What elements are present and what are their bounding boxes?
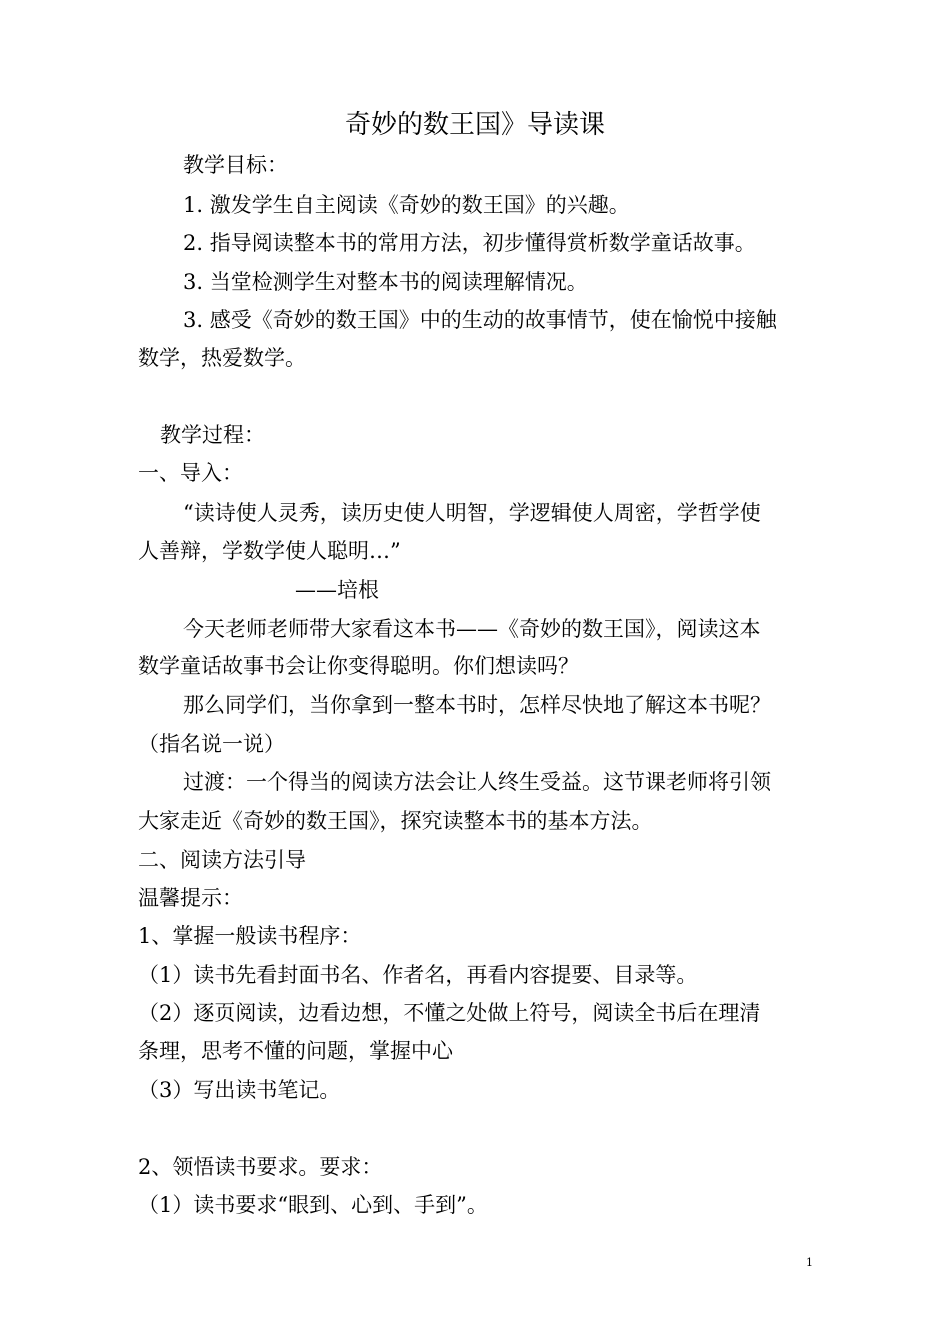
transition-line-2: 大家走近《奇妙的数王国》，探究读整本书的基本方法。 <box>138 809 653 833</box>
page-number: 1 <box>806 1256 813 1269</box>
objectives-heading: 教学目标： <box>183 153 288 177</box>
objective-item-3: 3. 当堂检测学生对整本书的阅读理解情况。 <box>183 270 588 294</box>
step2-heading: 2、领悟读书要求。要求： <box>138 1155 383 1179</box>
objective-item-4-line1: 3. 感受《奇妙的数王国》中的生动的故事情节，使在愉悦中接触 <box>183 308 777 332</box>
objective-item-4-line2: 数学，热爱数学。 <box>138 346 306 370</box>
section1-heading: 一、导入： <box>138 461 243 485</box>
quote-author: ——培根 <box>295 578 379 602</box>
step1-item-2-line2: 条理，思考不懂的问题，掌握中心 <box>138 1039 453 1063</box>
quote-line-1: “读诗使人灵秀，读历史使人明智，学逻辑使人周密，学哲学使 <box>183 501 761 525</box>
question-line-2: （指名说一说） <box>138 732 285 756</box>
objective-item-1: 1. 激发学生自主阅读《奇妙的数王国》的兴趣。 <box>183 193 630 217</box>
transition-line-1: 过渡：一个得当的阅读方法会让人终生受益。这节课老师将引领 <box>183 770 771 794</box>
section2-heading: 二、阅读方法引导 <box>138 848 306 872</box>
step1-heading: 1、掌握一般读书程序： <box>138 924 362 948</box>
objective-item-2: 2. 指导阅读整本书的常用方法，初步懂得赏析数学童话故事。 <box>183 231 756 255</box>
document-title: 奇妙的数王国》导读课 <box>344 110 605 140</box>
step2-item-1: （1）读书要求“眼到、心到、手到”。 <box>138 1193 488 1217</box>
step1-item-2-line1: （2）逐页阅读，边看边想，不懂之处做上符号，阅读全书后在理清 <box>138 1001 761 1025</box>
intro-line-1: 今天老师老师带大家看这本书——《奇妙的数王国》，阅读这本 <box>183 617 761 641</box>
quote-line-2: 人善辩，学数学使人聪明…” <box>138 539 401 563</box>
step1-item-3: （3）写出读书笔记。 <box>138 1078 341 1102</box>
intro-line-2: 数学童话故事书会让你变得聪明。你们想读吗？ <box>138 654 579 678</box>
tip-heading: 温馨提示： <box>138 886 243 910</box>
process-heading: 教学过程： <box>160 423 265 447</box>
question-line-1: 那么同学们，当你拿到一整本书时，怎样尽快地了解这本书呢？ <box>183 693 771 717</box>
step1-item-1: （1）读书先看封面书名、作者名，再看内容提要、目录等。 <box>138 963 698 987</box>
